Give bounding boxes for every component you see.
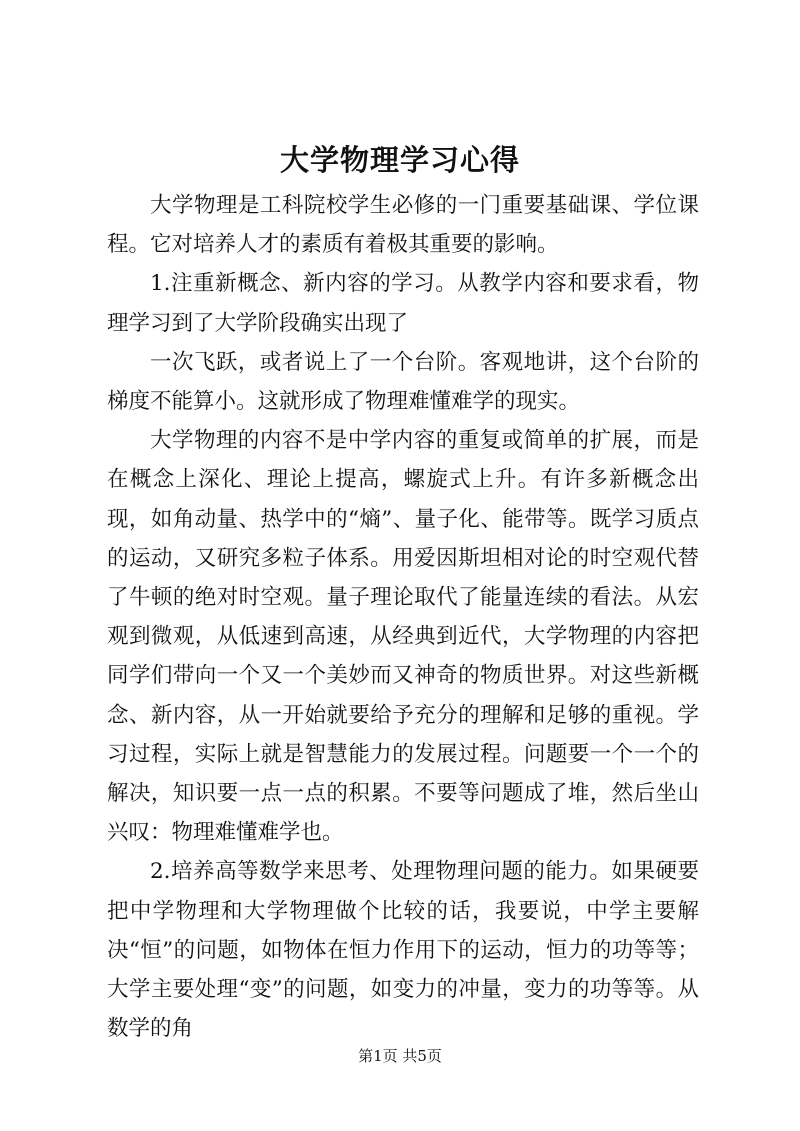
page-number: 第1页 共5页 — [358, 1047, 442, 1065]
paragraph-leap: 一次飞跃，或者说上了一个台阶。客观地讲，这个台阶的梯度不能算小。这就形成了物理难懂难学的现实。 — [107, 349, 699, 415]
paragraph-point-1: 1.注重新概念、新内容的学习。从教学内容和要求看，物理学习到了大学阶段确实出现了 — [107, 271, 699, 336]
paragraph-content: 大学物理的内容不是中学内容的重复或简单的扩展，而是在概念上深化、理论上提高，螺旋式上升。有许多新概念出现，如角动量、热学中的“熵”、量子化、能带等。既学习质点的运动，又研究多粒子体系。用爱因斯坦相对论的时空观代替了牛顿的绝对时空观。量子理论取代了能量连续的看法。从宏观到微观，从低速到高速，从经典到近代，大学物理的内容把同学们带向一个又一个美妙而又神奇的物质世界。对这些新概念、新内容，从一开始就要给予充分的理解和足够的重视。学习过程，实际上就是智慧能力的发展过程。问题要一个一个的解决，知识要一点一点的积累。不要等问题成了堆，然后坐山兴叹：物理难懂难学也。 — [107, 428, 699, 846]
paragraph-intro: 大学物理是工科院校学生必修的一门重要基础课、学位课程。它对培养人才的素质有着极其重要的影响。 — [107, 193, 699, 258]
paragraph-point-2: 2.培养高等数学来思考、处理物理问题的能力。如果硬要把中学物理和大学物理做个比较的话，我要说，中学主要解决“恒”的问题，如物体在恒力作用下的运动，恒力的功等等；大学主要处理“变”的问题，如变力的冲量，变力的功等等。从数学的角 — [107, 859, 699, 1042]
document-body — [107, 186, 699, 1048]
document-title: 大学物理学习心得 — [279, 143, 520, 177]
